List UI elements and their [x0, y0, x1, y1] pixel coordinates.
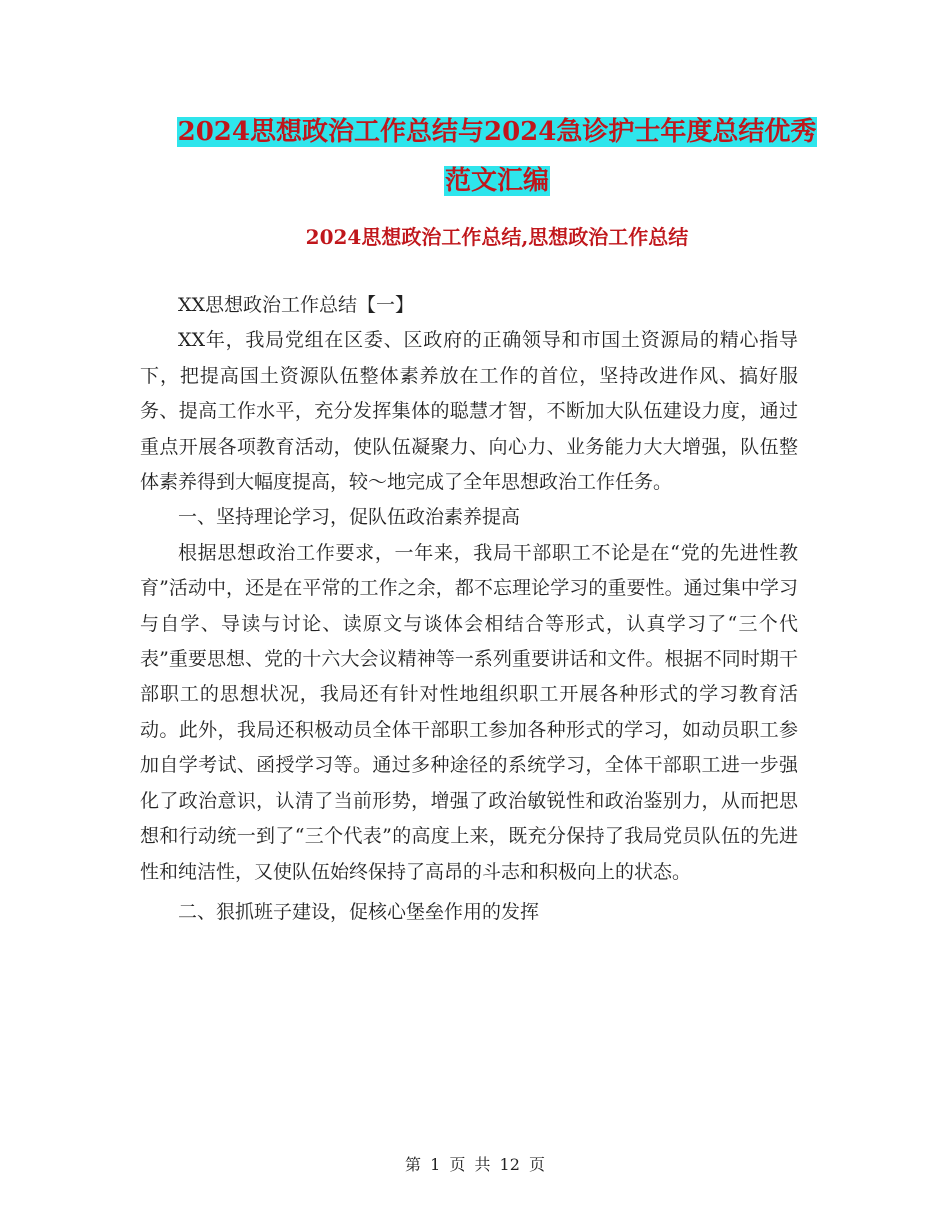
document-title-line-1: 2024思想政治工作总结与2024急诊护士年度总结优秀: [177, 117, 817, 147]
paragraph: XX年，我局党组在区委、区政府的正确领导和市国土资源局的精心指导下，把提高国土资源队伍整体素养放在工作的首位，坚持改进作风、搞好服务、提高工作水平，充分发挥集体的聪慧才智，不断加大队伍建设力度，通过重点开展各项教育活动，使队伍凝聚力、向心力、业务能力大大增强，队伍整体素养得到大幅度提高，较～地完成了全年思想政治工作任务。: [140, 329, 798, 494]
document-title: [140, 108, 854, 206]
paragraph-subheading: 二、狠抓班子建设，促核心堡垒作用的发挥: [178, 900, 540, 923]
paragraph: 根据思想政治工作要求，一年来，我局干部职工不论是在“党的先进性教育”活动中，还是在平常的工作之余，都不忘理论学习的重要性。通过集中学习与自学、导读与讨论、读原文与谈体会相结合等形式，认真学习了“三个代表”重要思想、党的十六大会议精神等一系列重要讲话和文件。根据不同时期干部职工的思想状况，我局还有针对性地组织职工开展各种形式的学习教育活动。此外，我局还积极动员全体干部职工参加各种形式的学习，如动员职工参加自学考试、函授学习等。通过多种途径的系统学习，全体干部职工进一步强化了政治意识，认清了当前形势，增强了政治敏锐性和政治鉴别力，从而把思想和行动统一到了“三个代表”的高度上来，既充分保持了我局党员队伍的先进性和纯洁性，又使队伍始终保持了高昂的斗志和积极向上的状态。: [140, 541, 798, 883]
paragraph-subheading: 一、坚持理论学习，促队伍政治素养提高: [178, 506, 521, 529]
page-number-footer: 第 1 页 共 12 页: [405, 1155, 545, 1174]
section-title: 2024思想政治工作总结,思想政治工作总结: [305, 225, 689, 249]
document-body: [140, 288, 798, 930]
paragraph-heading: XX思想政治工作总结【一】: [178, 294, 415, 316]
document-title-line-2: 范文汇编: [444, 166, 549, 196]
